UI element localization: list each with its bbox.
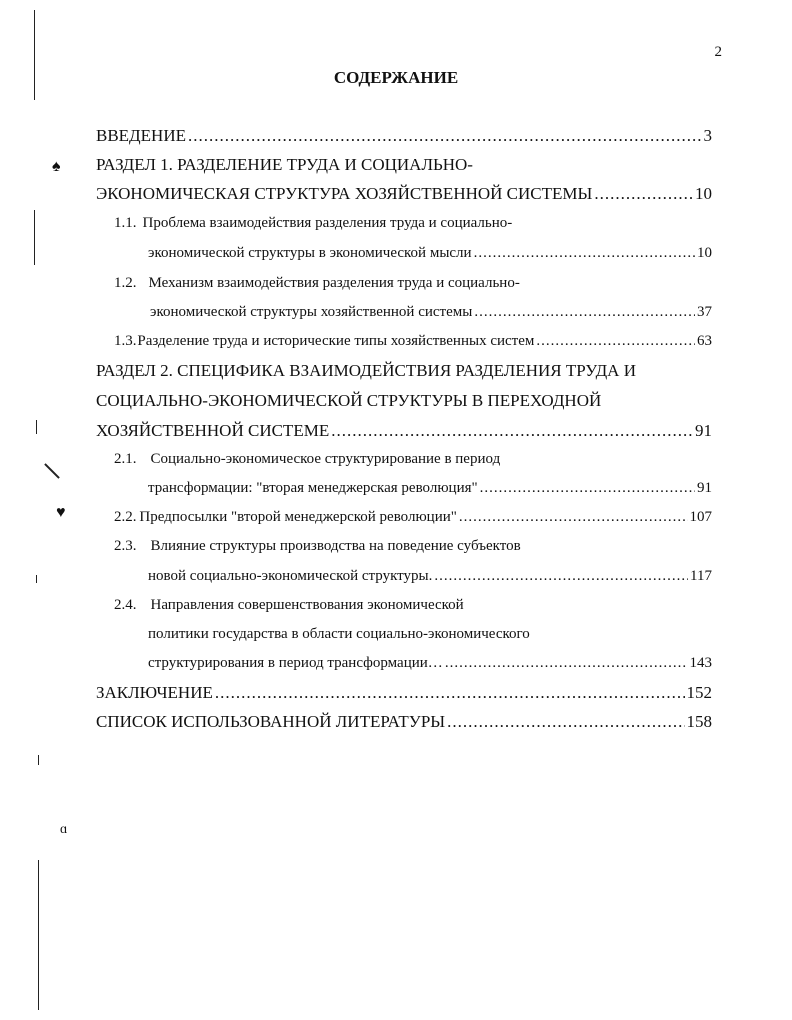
dot-leader xyxy=(474,245,695,262)
dot-leader xyxy=(331,421,693,441)
toc-page-number: 3 xyxy=(703,126,712,145)
toc-entry-references: СПИСОК ИСПОЛЬЗОВАННОЙ ЛИТЕРАТУРЫ ..... 158 xyxy=(96,712,712,732)
toc-entry-s2-2: 2.2. Предпосылки "второй менеджерской революции" ..... 107 xyxy=(114,509,712,526)
scan-mark-icon: ♠ xyxy=(52,158,61,175)
toc-s1-2-line1: 1.2. Механизм взаимодействия разделения труда и социально- xyxy=(114,275,520,291)
dot-leader xyxy=(434,568,688,585)
dot-leader xyxy=(480,480,695,497)
toc-entry-section2: ХОЗЯЙСТВЕННОЙ СИСТЕМЕ ..... 91 xyxy=(96,421,712,441)
toc-page-number: 63 xyxy=(697,333,712,349)
toc-entry-conclusion: ЗАКЛЮЧЕНИЕ ..... 152 xyxy=(96,683,712,703)
page-number: 2 xyxy=(714,44,722,60)
dot-leader xyxy=(459,509,688,526)
toc-page-number: 10 xyxy=(697,245,712,261)
dot-leader xyxy=(594,184,693,204)
toc-page-number: 37 xyxy=(697,304,712,320)
toc-s2-3-line1: 2.3. Влияние структуры производства на поведение субъектов xyxy=(114,538,521,554)
toc-entry-section1: ЭКОНОМИЧЕСКАЯ СТРУКТУРА ХОЗЯЙСТВЕННОЙ СИСТЕМЫ ..... 10 xyxy=(96,184,712,204)
scan-margin-line xyxy=(38,860,39,1010)
toc-page-number: 117 xyxy=(690,568,712,584)
page-title: СОДЕРЖАНИЕ xyxy=(333,68,459,87)
toc-section2-line1: РАЗДЕЛ 2. СПЕЦИФИКА ВЗАИМОДЕЙСТВИЯ РАЗДЕЛЕНИЯ ТРУДА И xyxy=(96,361,636,380)
scan-mark-icon: ♥ xyxy=(56,504,66,521)
toc-page-number: 10 xyxy=(695,184,712,203)
toc-entry-s1-3: 1.3. Разделение труда и исторические типы хозяйственных систем ..... 63 xyxy=(114,333,712,350)
dot-leader xyxy=(536,333,695,350)
toc-s2-4-line1: 2.4. Направления совершенствования экономической xyxy=(114,597,464,613)
toc-page-number: 91 xyxy=(695,421,712,440)
toc-page-number: 91 xyxy=(697,480,712,496)
toc-section2-line2: СОЦИАЛЬНО-ЭКОНОМИЧЕСКОЙ СТРУКТУРЫ В ПЕРЕХОДНОЙ xyxy=(96,391,602,410)
dot-leader xyxy=(474,304,695,321)
dot-leader xyxy=(188,126,702,146)
toc-entry-s2-4: структурирования в период трансформации… ..... 143 xyxy=(148,655,712,672)
toc-page-number: 158 xyxy=(686,712,712,731)
toc-entry-s2-3: новой социально-экономической структуры. ..... 117 xyxy=(148,568,712,585)
toc-entry-s1-1: экономической структуры в экономической мысли ..... 10 xyxy=(148,245,712,262)
dot-leader xyxy=(445,655,688,672)
toc-page-number: 143 xyxy=(689,655,712,671)
scan-margin-line xyxy=(38,755,39,765)
toc-s2-4-line2: политики государства в области социально-экономического xyxy=(148,626,530,642)
dot-leader xyxy=(215,683,685,703)
dot-leader xyxy=(447,712,684,732)
toc-section1-line1: РАЗДЕЛ 1. РАЗДЕЛЕНИЕ ТРУДА И СОЦИАЛЬНО- xyxy=(96,155,473,174)
toc-page-number: 107 xyxy=(689,509,712,525)
scan-margin-line xyxy=(34,210,35,265)
scan-mark-stroke xyxy=(44,463,60,479)
toc-s2-1-line1: 2.1. Социально-экономическое структурирование в период xyxy=(114,451,501,467)
scan-mark-icon: ɑ xyxy=(60,822,68,837)
scan-margin-line xyxy=(36,420,37,434)
toc-page-number: 152 xyxy=(686,683,712,702)
toc-entry-s1-2: экономической структуры хозяйственной системы ..... 37 xyxy=(150,304,712,321)
toc-s1-1-line1: 1.1. Проблема взаимодействия разделения труда и социально- xyxy=(114,215,513,231)
scan-margin-line xyxy=(36,575,37,583)
toc-entry-intro: ВВЕДЕНИЕ ..... 3 xyxy=(96,126,712,146)
toc-entry-s2-1: трансформации: "вторая менеджерская революция" ..... 91 xyxy=(148,480,712,497)
